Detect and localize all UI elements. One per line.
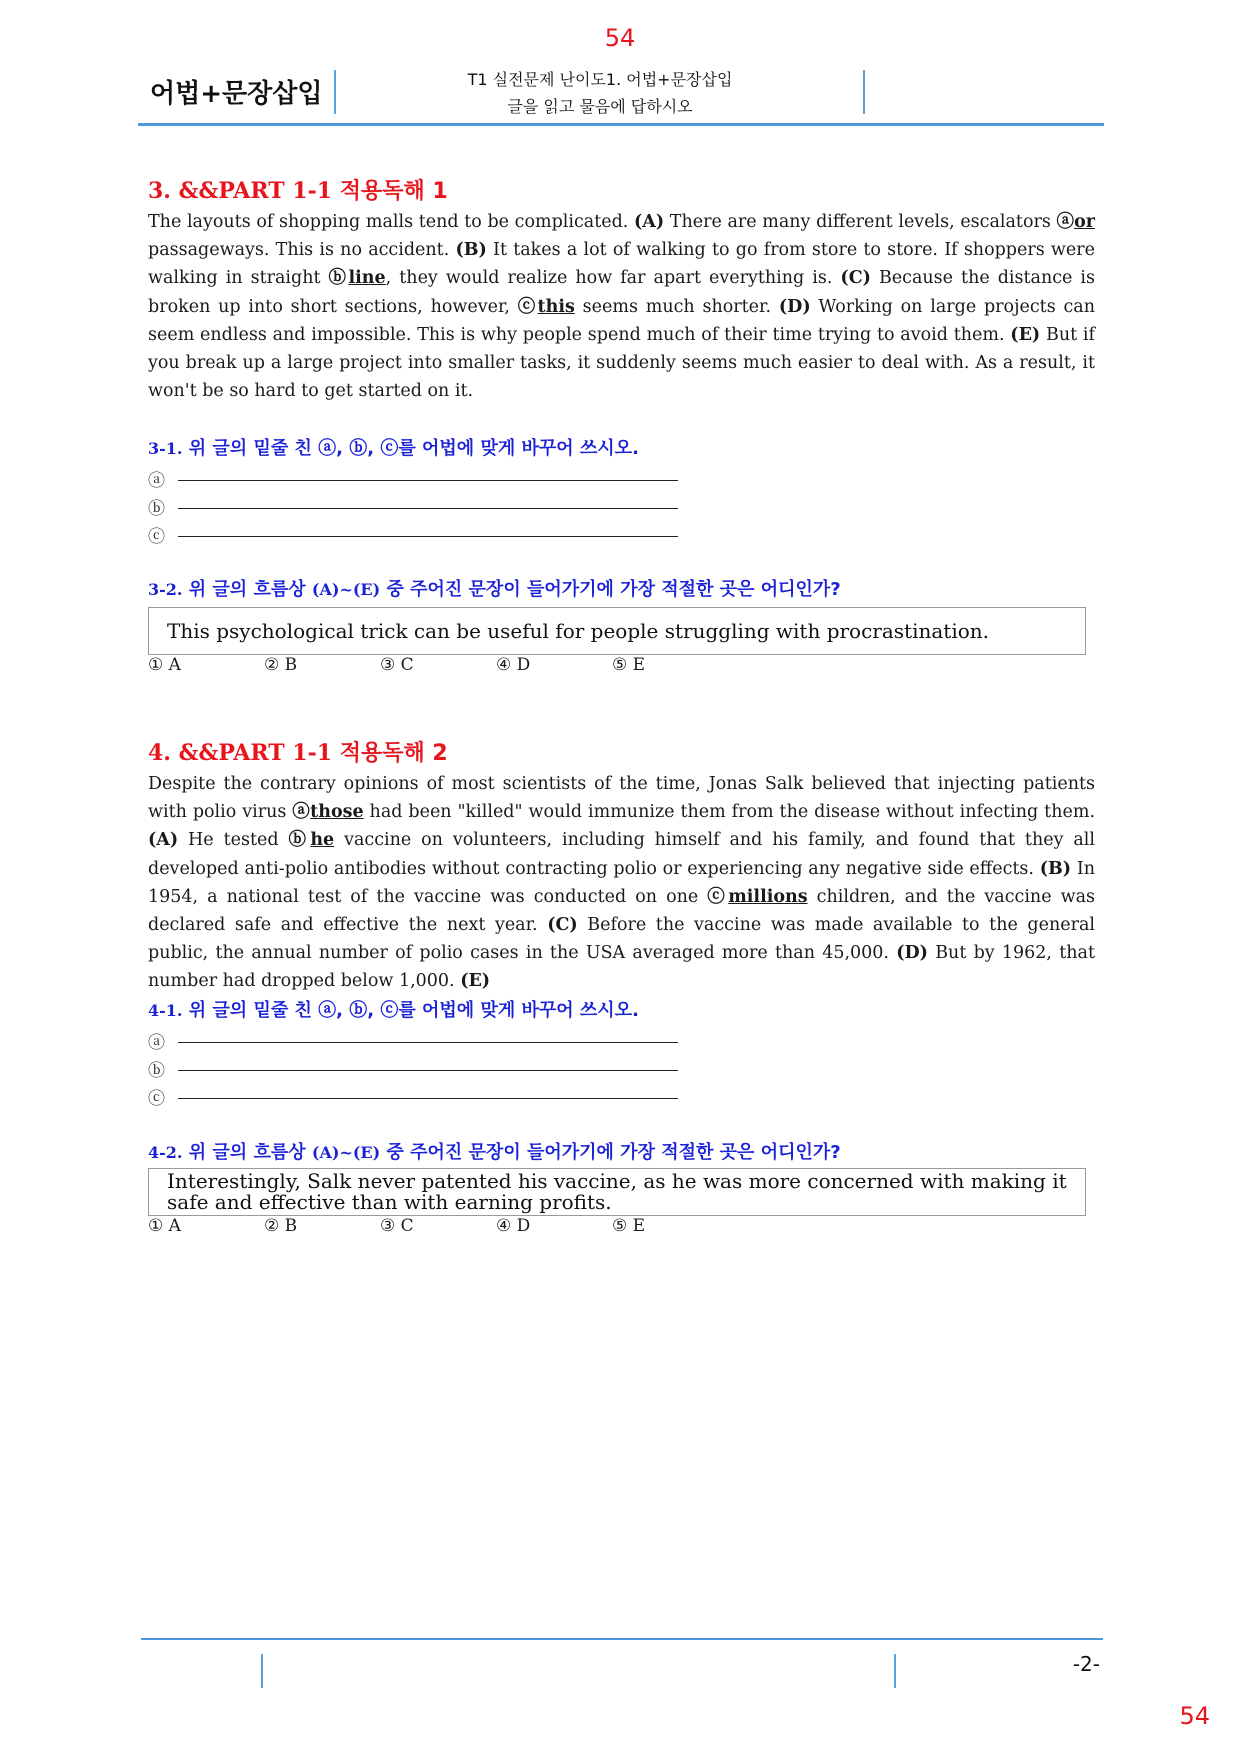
choice-label: B	[284, 655, 298, 675]
reading-passage	[148, 770, 1095, 996]
choice-1[interactable]	[148, 1216, 181, 1236]
question-title	[148, 996, 639, 1022]
choice-label: E	[632, 655, 646, 675]
answer-rule	[178, 1070, 678, 1071]
question-title	[148, 575, 841, 601]
question-range: (A)~(E)	[311, 580, 381, 599]
choice-number: ①	[148, 1216, 164, 1236]
answer-choices	[148, 1216, 748, 1242]
underlined-target: millions	[728, 886, 808, 907]
answer-rule	[178, 1098, 678, 1099]
passage-text: But by 1962, that number had dropped below 1,000.	[148, 943, 1095, 992]
header-subtitle: T1 실전문제 난이도1. 어법+문장삽입	[467, 70, 733, 89]
answer-line-b[interactable]	[148, 494, 176, 522]
choice-2[interactable]	[264, 655, 297, 675]
answer-rule	[178, 480, 678, 481]
passage-text: had been "killed" would immunize them from the disease without infecting them.	[363, 802, 1096, 823]
answer-marker: ⓑ	[148, 499, 165, 519]
page-number-top: 54	[604, 24, 636, 52]
choice-label: C	[400, 655, 414, 675]
passage-text: Working on large projects can seem endless and impossible. This is why people spend much of their time trying to avoid them.	[148, 296, 1095, 345]
circled-letter: ⓐ	[1056, 212, 1075, 232]
choice-label: C	[400, 1216, 414, 1236]
underlined-target: or	[1074, 212, 1095, 232]
answer-rule	[178, 508, 678, 509]
passage-text: , they would realize how far apart everything is.	[385, 268, 841, 289]
question-title	[148, 1138, 841, 1164]
question-text: 중 주어진 문장이 들어가기에 가장 적절한 곳은 어디인가?	[380, 1142, 841, 1163]
choice-number: ②	[264, 655, 280, 675]
question-text: 위 글의 밑줄 친 ⓐ, ⓑ, ⓒ를 어법에 맞게 바꾸어 쓰시오.	[182, 438, 639, 459]
section-title-prefix: 4. &&PART 1-1	[148, 740, 340, 766]
blank-position-marker: (E)	[460, 971, 491, 992]
question-title	[148, 434, 639, 460]
question-number: 3-2.	[148, 580, 183, 599]
passage-text: But if you break up a large project into smaller tasks, it suddenly seems much easier to deal with. As a result, it won't be so hard to get started on it.	[148, 324, 1095, 402]
passage-text: seems much shorter.	[574, 296, 779, 317]
choice-number: ③	[380, 1216, 396, 1236]
answer-choices	[148, 655, 748, 681]
passage-text: passageways. This is no accident.	[148, 240, 456, 261]
reading-passage	[148, 208, 1095, 405]
question-text: 위 글의 흐름상	[182, 1142, 312, 1163]
choice-4[interactable]	[496, 655, 530, 675]
header-center	[340, 66, 860, 120]
choice-label: D	[516, 1216, 531, 1236]
choice-1[interactable]	[148, 655, 181, 675]
section-title	[148, 736, 448, 767]
section-title-prefix: 3. &&PART 1-1	[148, 178, 340, 204]
passage-text: Because the distance is broken up into short sections, however,	[148, 268, 1095, 317]
choice-label: B	[284, 1216, 298, 1236]
answer-rule	[178, 1042, 678, 1043]
header-divider-right	[863, 70, 865, 114]
answer-marker: ⓒ	[148, 1089, 165, 1109]
header-instruction: 글을 읽고 물음에 답하시오	[507, 97, 693, 116]
passage-text: Before the vaccine was made available to the general public, the annual number of polio cases in the USA averaged more than 45,000.	[148, 915, 1095, 964]
header-divider-left	[334, 70, 336, 114]
question-text: 중 주어진 문장이 들어가기에 가장 적절한 곳은 어디인가?	[380, 579, 841, 600]
given-sentence-box	[148, 607, 1086, 655]
answer-marker: ⓑ	[148, 1061, 165, 1081]
answer-line-c[interactable]	[148, 1084, 176, 1112]
passage-text: He tested	[178, 830, 289, 851]
passage-text: vaccine on volunteers, including himself and his family, and found that they all developed anti-polio antibodies without contracting polio or experiencing any negative side effects.	[148, 830, 1096, 879]
answer-line-b[interactable]	[148, 1056, 176, 1084]
given-sentence: Interestingly, Salk never patented his vaccine, as he was more concerned with making it safe and effective than with earning profits.	[167, 1169, 1067, 1214]
answer-marker: ⓒ	[148, 527, 165, 547]
choice-3[interactable]	[380, 655, 414, 675]
underlined-target: line	[348, 268, 386, 289]
choice-2[interactable]	[264, 1216, 297, 1236]
circled-letter: ⓐ	[292, 802, 311, 823]
choice-number: ①	[148, 655, 164, 675]
choice-number: ⑤	[612, 655, 628, 675]
question-range: (A)~(E)	[311, 1143, 381, 1162]
answer-rule	[178, 536, 678, 537]
question-number: 4-2.	[148, 1143, 183, 1162]
blank-position-marker: (A)	[148, 830, 179, 851]
question-number: 4-1.	[148, 1001, 183, 1020]
choice-label: E	[632, 1216, 646, 1236]
blank-position-marker: (B)	[1039, 858, 1072, 879]
section-title-korean: 적용독해 1	[339, 179, 448, 204]
question-text: 위 글의 흐름상	[182, 579, 312, 600]
choice-number: ④	[496, 655, 512, 675]
question-number: 3-1.	[148, 439, 183, 458]
passage-text: There are many different levels, escalators	[664, 212, 1057, 232]
answer-line-c[interactable]	[148, 522, 176, 550]
footer-divider-right	[894, 1654, 896, 1688]
answer-marker: ⓐ	[148, 471, 165, 491]
passage-text: The layouts of shopping malls tend to be complicated.	[148, 212, 635, 232]
blank-position-marker: (D)	[778, 296, 811, 317]
choice-5[interactable]	[612, 1216, 645, 1236]
circled-letter: ⓒ	[517, 296, 538, 317]
answer-line-a[interactable]	[148, 1028, 176, 1056]
choice-label: D	[516, 655, 531, 675]
answer-marker: ⓐ	[148, 1033, 165, 1053]
circled-letter: ⓑ	[288, 830, 311, 851]
footer-page-label: -2-	[1072, 1652, 1100, 1676]
blank-position-marker: (B)	[455, 240, 487, 261]
underlined-target: he	[310, 830, 335, 851]
given-sentence-box	[148, 1168, 1086, 1216]
header-rule	[138, 123, 1104, 126]
passage-text: Despite the contrary opinions of most scientists of the time, Jonas Salk believed that injecting patients with polio virus	[148, 774, 1095, 823]
choice-label: A	[168, 655, 181, 675]
choice-label: A	[168, 1216, 181, 1236]
answer-line-a[interactable]	[148, 466, 176, 494]
circled-letter: ⓒ	[707, 886, 729, 907]
blank-position-marker: (C)	[840, 268, 871, 289]
choice-number: ⑤	[612, 1216, 628, 1236]
choice-number: ④	[496, 1216, 512, 1236]
page-number-bottom: 54	[1179, 1702, 1210, 1730]
choice-number: ③	[380, 655, 396, 675]
choice-number: ②	[264, 1216, 280, 1236]
footer-rule	[141, 1638, 1103, 1640]
section-title	[148, 174, 448, 205]
underlined-target: those	[310, 802, 364, 823]
passage-text: In 1954, a national test of the vaccine was conducted on one	[148, 858, 1095, 907]
question-text: 위 글의 밑줄 친 ⓐ, ⓑ, ⓒ를 어법에 맞게 바꾸어 쓰시오.	[182, 1000, 639, 1021]
underlined-target: this	[537, 296, 575, 317]
choice-4[interactable]	[496, 1216, 530, 1236]
footer-divider-left	[261, 1654, 263, 1688]
header-category-title: 어법+문장삽입	[150, 79, 323, 109]
passage-text: It takes a lot of walking to go from store to store. If shoppers were walking in straight	[148, 240, 1095, 289]
circled-letter: ⓑ	[328, 268, 349, 289]
blank-position-marker: (E)	[1010, 324, 1041, 345]
passage-text: children, and the vaccine was declared safe and effective the next year.	[148, 886, 1095, 936]
blank-position-marker: (D)	[896, 943, 928, 964]
blank-position-marker: (A)	[634, 212, 665, 232]
blank-position-marker: (C)	[547, 915, 578, 936]
choice-3[interactable]	[380, 1216, 414, 1236]
section-title-korean: 적용독해 2	[339, 741, 448, 766]
choice-5[interactable]	[612, 655, 645, 675]
given-sentence: This psychological trick can be useful for people struggling with procrastination.	[167, 619, 990, 643]
